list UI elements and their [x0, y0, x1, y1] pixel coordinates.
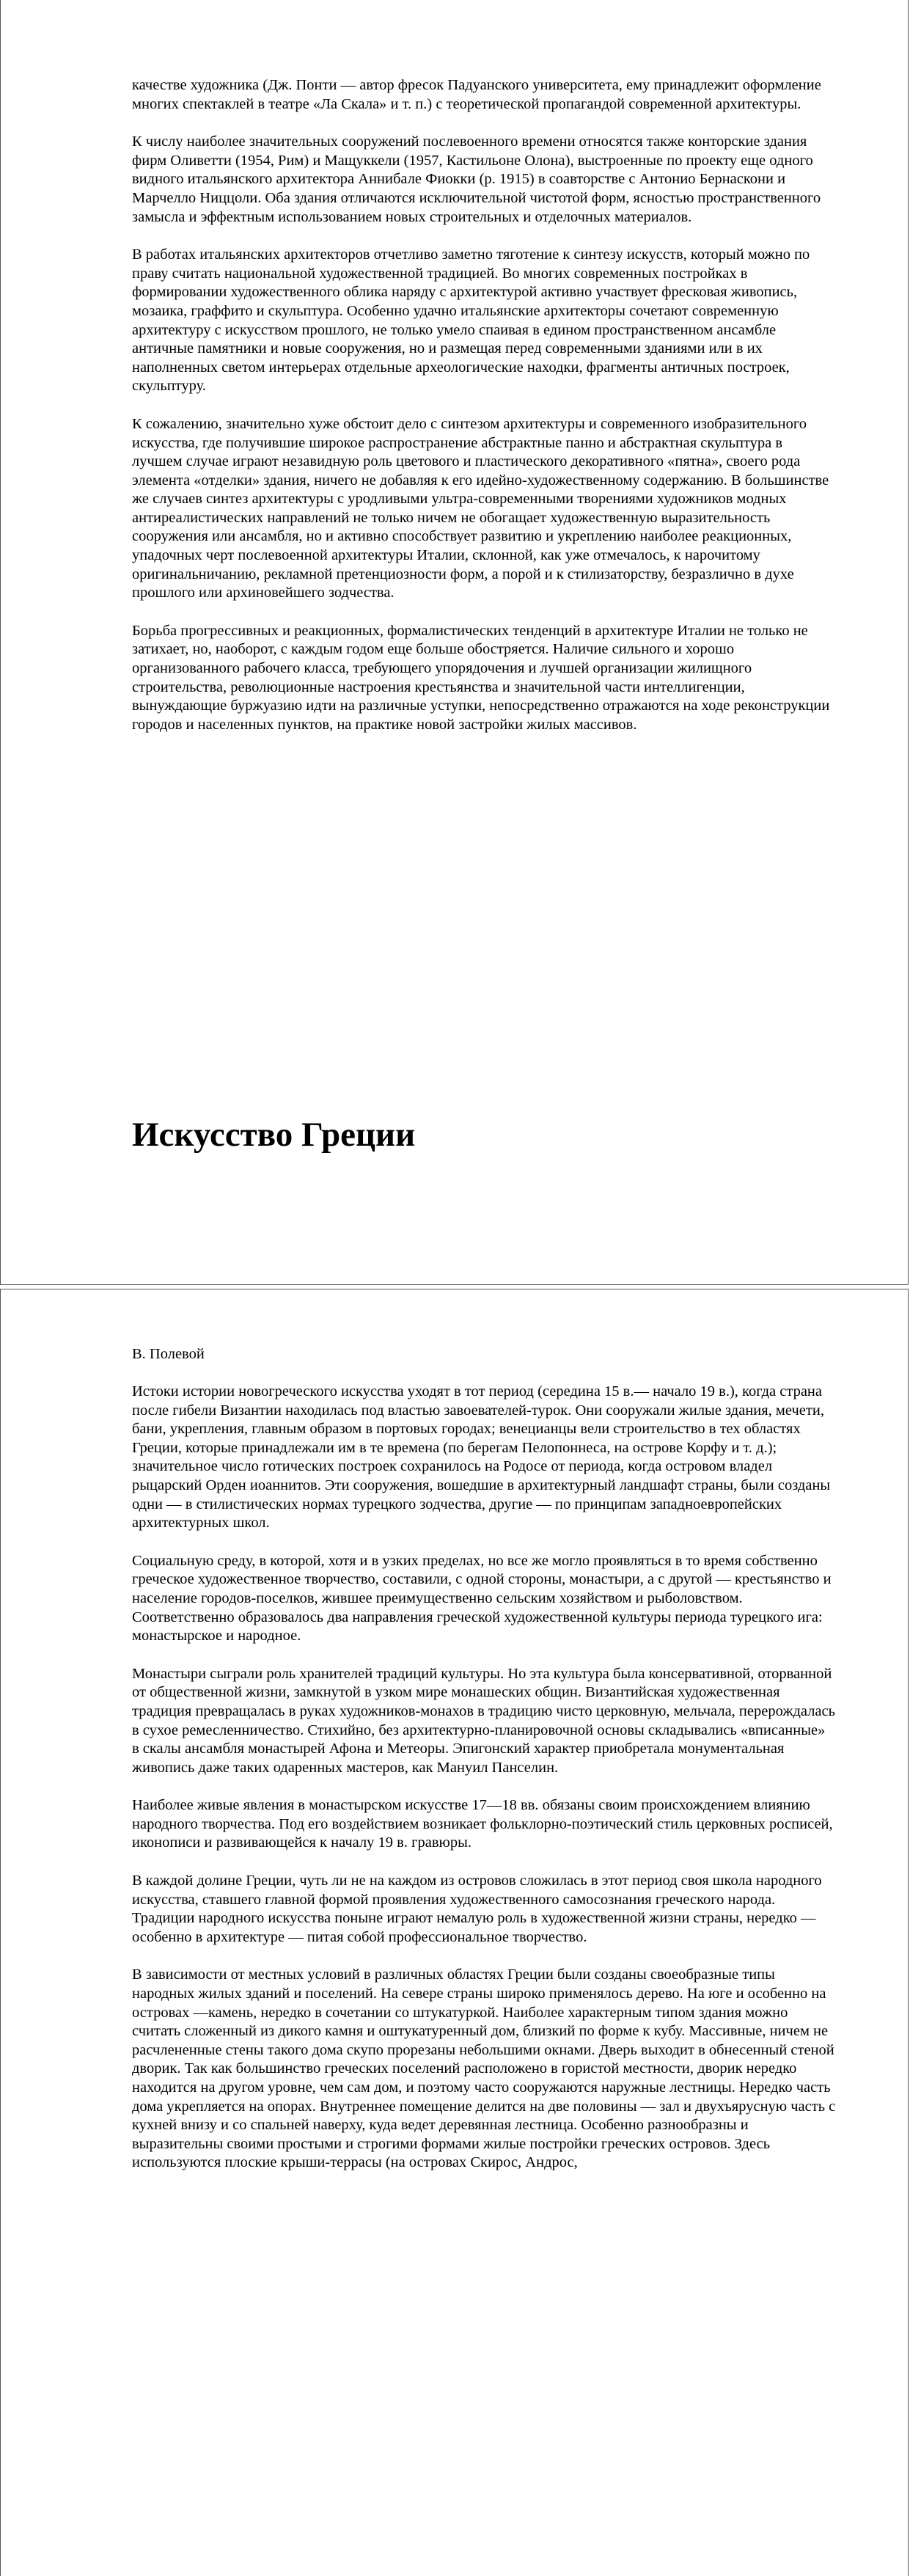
paragraph: Наиболее живые явления в монастырском искусстве 17—18 вв. обязаны своим происхождением влиянию народного творчества. Под его воздействием возникает фольклорно-поэтический стиль церковных росписей, иконописи и развивающейся к началу 19 в. гравюры.	[132, 1797, 833, 1851]
paragraph: Борьба прогрессивных и реакционных, формалистических тенденций в архитектуре Италии не только не затихает, но, наоборот, с каждым годом еще больше обостряется. Наличие сильного и хорошо организованного рабочего класса, требующего упорядочения и лучшей организации жилищного строительства, революционные настроения крестьянства и значительной части интеллигенции, вынуждающие буржуазию идти на различные уступки, непосредственно отражаются на ходе реконструкции городов и населенных пунктов, на практике новой застройки жилых массивов.	[132, 622, 830, 733]
paragraph: Истоки истории новогреческого искусства уходят в тот период (середина 15 в.— начало 19 в.), когда страна после гибели Византии находилась под властью завоевателей-турок. Они сооружали жилые здания, мечети, бани, укрепления, главным образом в портовых городах; венецианцы вели строительство в тех областях Греции, которые принадлежали им в те времена (по берегам Пелопоннеса, на острове Корфу и т. д.); значительное число готических построек сохранилось на Родосе от периода, когда островом владел рыцарский Орден иоаннитов. Эти сооружения, вошедшие в архитектурный ландшафт страны, были созданы одни — в стилистических нормах турецкого зодчества, другие — по принципам западноевропейских архитектурных школ.	[132, 1383, 831, 1532]
paragraph: К сожалению, значительно хуже обстоит дело с синтезом архитектуры и современного изобразительного искусства, где получившие широкое распространение абстрактные панно и абстрактная скульптура в лучшем случае играют незавидную роль цветового и пластического декоративного «пятна», своего рода элемента «отделки» здания, ничего не добавляя к его идейно-художественному содержанию. В большинстве же случаев синтез архитектуры с уродливыми ультра-современными творениями художников модных антиреалистических направлений не только ничем не обогащает художественную выразительность сооружения или ансамбля, но и активно способствует развитию и укреплению наиболее реакционных, упадочных черт послевоенной архитектуры Италии, склонной, как уже отмечалось, к нарочитому оригинальничанию, рекламной претенциозности форм, а порой и к стилизаторству, безразлично в духе прошлого или архиновейшего зодчества.	[132, 415, 829, 601]
chapter-title: Искусство Греции	[132, 1116, 416, 1154]
page-1	[0, 0, 909, 1285]
paragraph: В каждой долине Греции, чуть ли не на каждом из островов сложилась в этот период своя школа народного искусства, ставшего главной формой проявления художественного самосознания греческого народа. Традиции народного искусства поныне играют немалую роль в художественной жизни страны, нередко — особенно в архитектуре — питая собой профессиональное творчество.	[132, 1873, 822, 1945]
paragraph: Монастыри сыграли роль хранителей традиций культуры. Но эта культура была консервативной, оторванной от общественной жизни, замкнутой в узком мире монашеских общин. Византийская художественная традиция превращалась в руках художников-монахов в традицию чисто церковную, мельчала, перерождалась в сухое ремесленничество. Стихийно, без архитектурно-планировочной основы складывались «вписанные» в скалы ансамбля монастырей Афона и Метеоры. Эпигонский характер приобретала монументальная живопись даже таких одаренных мастеров, как Мануил Панселин.	[132, 1665, 835, 1776]
page-2-text	[132, 1344, 836, 2192]
author-name: В. Полевой	[132, 1346, 205, 1362]
paragraph: В работах итальянских архитекторов отчетливо заметно тяготение к синтезу искусств, который можно по праву считать национальной художественной традицией. Во многих современных постройках в формировании художественного облика наряду с архитектурой активно участвует фресковая живопись, мозаика, граффито и скульптура. Особенно удачно итальянские архитекторы сочетают современную архитектуру с искусством прошлого, не только умело спаивая в едином пространственном ансамбле античные памятники и новые сооружения, но и размещая перед современными зданиями или в их наполненных светом интерьерах отдельные археологические находки, фрагменты античных построек, скульптуру.	[132, 246, 810, 395]
page-1-text	[132, 76, 836, 753]
paragraph: К числу наиболее значительных сооружений послевоенного времени относятся также конторские здания фирм Оливетти (1954, Рим) и Мащуккели (1957, Кастильоне Олона), выстроенные по проекту еще одного видного итальянского архитектора Аннибале Фиокки (р. 1915) в соавторстве с Антонио Бернаскони и Марчелло Ниццоли. Оба здания отличаются исключительной чистотой форм, ясностью пространственного замысла и эффектным использованием новых строительных и отделочных материалов.	[132, 133, 821, 225]
page-2	[0, 1289, 909, 2576]
paragraph: Социальную среду, в которой, хотя и в узких пределах, но все же могло проявляться в то время собственно греческое художественное творчество, составили, с одной стороны, монастыри, а с другой — крестьянство и население городов-поселков, жившее преимущественно сельским хозяйством и рыболовством. Соответственно образовалось два направления греческой художественной культуры периода турецкого ига: монастырское и народное.	[132, 1552, 832, 1644]
paragraph: качестве художника (Дж. Понти — автор фресок Падуанского университета, ему принадлежит оформление многих спектаклей в театре «Ла Скала» и т. п.) с теоретической пропагандой современной архитектуры.	[132, 77, 821, 112]
paragraph: В зависимости от местных условий в различных областях Греции были созданы своеобразные типы народных жилых зданий и поселений. На севере страны широко применялось дерево. На юге и особенно на островах —камень, нередко в сочетании со штукатуркой. Наиболее характерным типом здания можно считать сложенный из дикого камня и оштукатуренный дом, близкий по форме к кубу. Массивные, ничем не расчлененные стены такого дома скупо прорезаны небольшими окнами. Дверь выходит в обнесенный стеной дворик. Так как большинство греческих поселений расположено в гористой местности, дворик нередко находится на другом уровне, чем сам дом, и поэтому часто сооружаются наружные лестницы. Нередко часть дома укрепляется на опорах. Внутреннее помещение делится на две половины — зал и двухъярусную часть с кухней внизу и со спальней наверху, куда ведет деревянная лестница. Особенно разнообразны и выразительны своими простыми и строгими формами жилые постройки греческих островов. Здесь используются плоские крыши-террасы (на островах Скирос, Андрос,	[132, 1966, 836, 2171]
